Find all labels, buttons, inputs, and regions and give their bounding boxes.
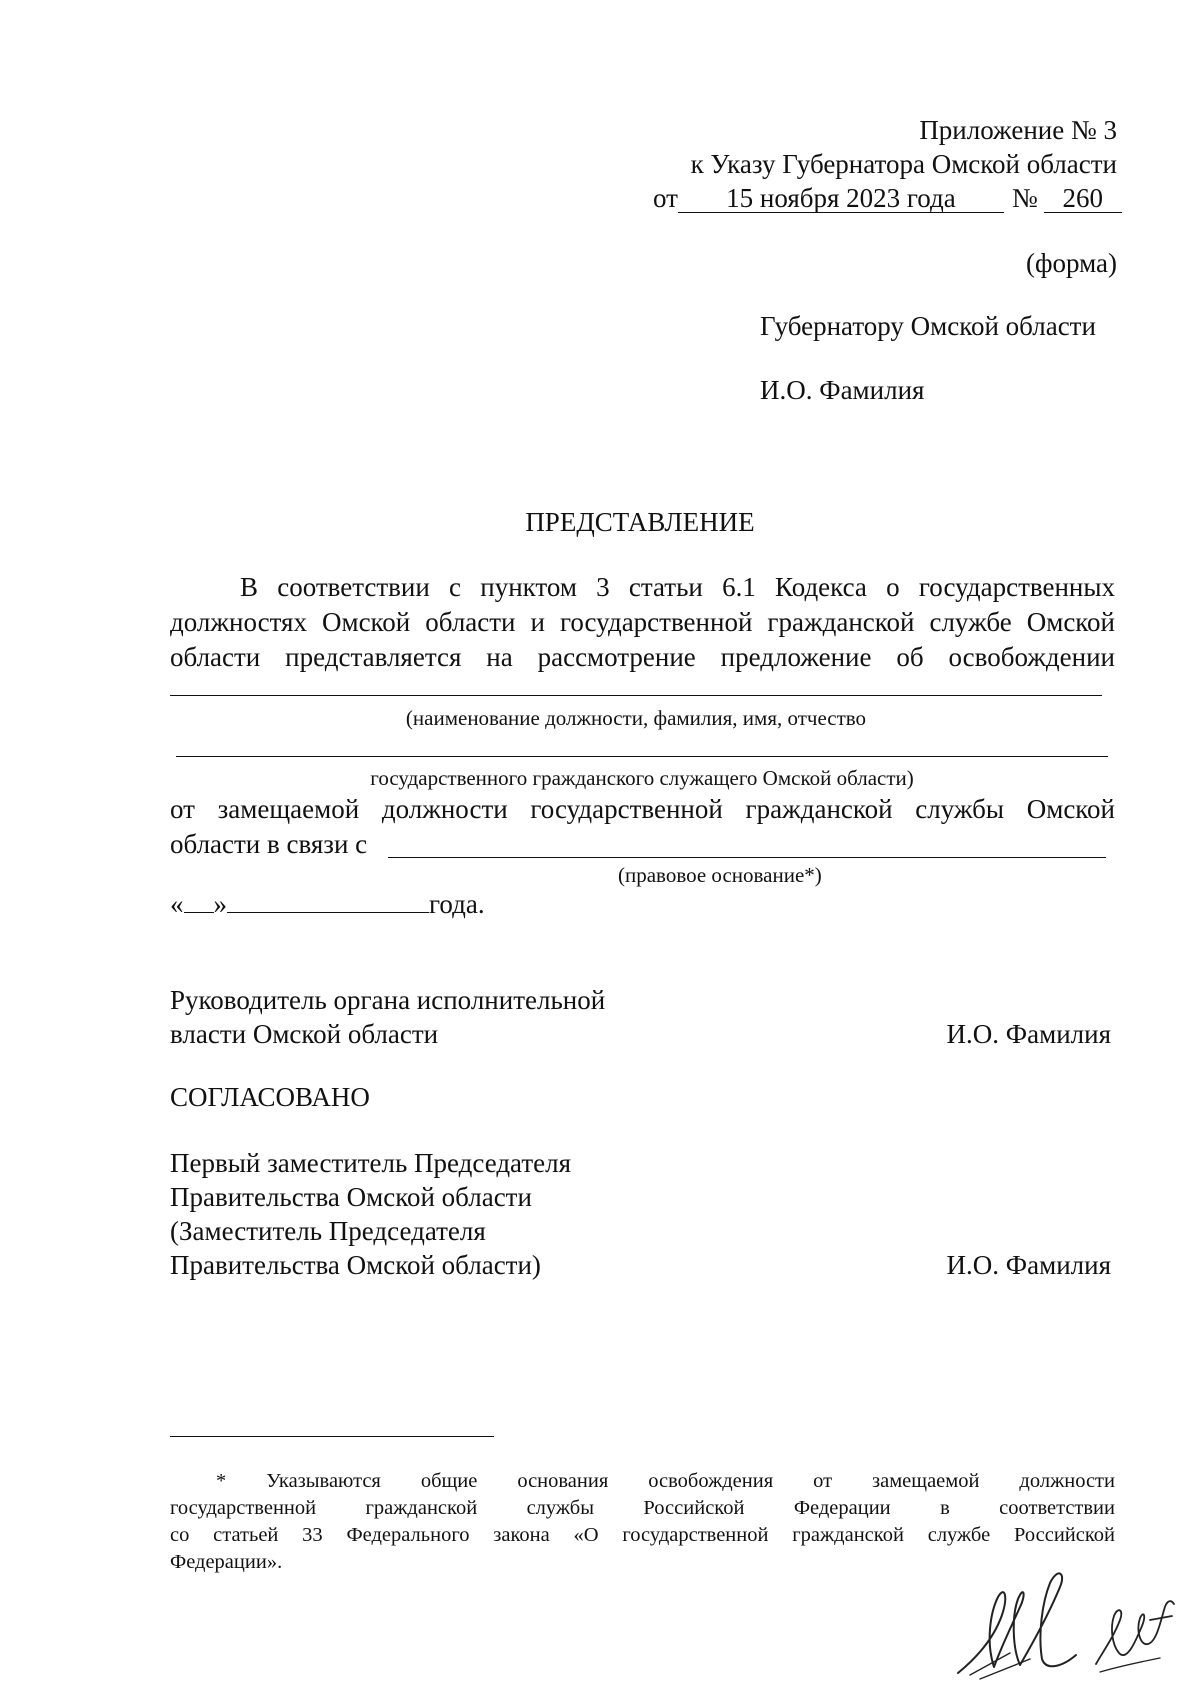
blank-month[interactable] xyxy=(227,912,429,913)
deputy-position-line4: Правительства Омской области) xyxy=(170,1250,541,1280)
blank-day[interactable] xyxy=(184,912,214,913)
number-label: № xyxy=(1011,183,1038,213)
body-paragraph xyxy=(170,570,1115,675)
from-label: от xyxy=(653,183,678,213)
handwritten-signature-1 xyxy=(950,1555,1110,1685)
body-line: области представляется на рассмотрение предложение об освобождении xyxy=(170,642,1115,672)
date-fill-row xyxy=(170,887,485,921)
head-position-line1: Руководитель органа исполнительной xyxy=(170,985,606,1015)
date-open-quote: « xyxy=(170,889,184,919)
decree-number: 260 xyxy=(1044,184,1122,213)
hint-servant: государственного гражданского служащего Омской области) xyxy=(370,766,914,790)
footnote-separator xyxy=(170,1436,494,1437)
decree-date-row xyxy=(653,181,1122,215)
blank-line-servant[interactable] xyxy=(176,756,1108,757)
hint-position-name: (наименование должности, фамилия, имя, отчество xyxy=(405,706,867,730)
body-line: от замещаемой должности государственной гражданской службы Омской xyxy=(170,794,1115,824)
deputy-position-line2: Правительства Омской области xyxy=(170,1182,532,1212)
body-line: В соответствии с пунктом 3 статьи 6.1 Кодекса о государственных xyxy=(240,572,1115,602)
date-close-quote: » xyxy=(213,889,227,919)
body-line: должностях Омской области и государственной гражданской службе Омской xyxy=(170,607,1115,637)
body-paragraph-continued xyxy=(170,792,1115,827)
deputy-position-line1: Первый заместитель Председателя xyxy=(170,1148,572,1178)
deputy-name: И.О. Фамилия xyxy=(946,1250,1111,1280)
addressee-name: И.О. Фамилия xyxy=(760,375,925,405)
head-position-line2: власти Омской области xyxy=(170,1019,439,1049)
body-line-reason: области в связи с xyxy=(170,829,368,859)
blank-line-legal-basis[interactable] xyxy=(388,857,1106,858)
footnote-line: Федерации». xyxy=(170,1551,283,1573)
agreed-label: СОГЛАСОВАНО xyxy=(170,1082,370,1112)
document-title: ПРЕДСТАВЛЕНИЕ xyxy=(525,507,755,537)
head-name: И.О. Фамилия xyxy=(946,1019,1111,1049)
blank-line-position[interactable] xyxy=(170,695,1102,696)
hint-legal-basis: (правовое основание*) xyxy=(618,863,822,887)
footnote-line: государственной гражданской службы Российской Федерации в соответствии xyxy=(170,1497,1115,1519)
footnote-line: * Указываются общие основания освобождения от замещаемой должности xyxy=(216,1470,1115,1492)
decree-reference: к Указу Губернатора Омской области xyxy=(690,149,1117,179)
handwritten-signature-2 xyxy=(1090,1580,1180,1680)
addressee-title: Губернатору Омской области xyxy=(760,311,1096,341)
deputy-position-line3: (Заместитель Председателя xyxy=(170,1216,486,1246)
form-note: (форма) xyxy=(1026,248,1117,278)
date-year-suffix: года. xyxy=(429,889,485,919)
appendix-label: Приложение № 3 xyxy=(919,115,1117,145)
decree-date: 15 ноября 2023 года xyxy=(678,184,1004,213)
footnote-line: со статьей 33 Федерального закона «О государственной гражданской службе Российской xyxy=(170,1524,1115,1546)
